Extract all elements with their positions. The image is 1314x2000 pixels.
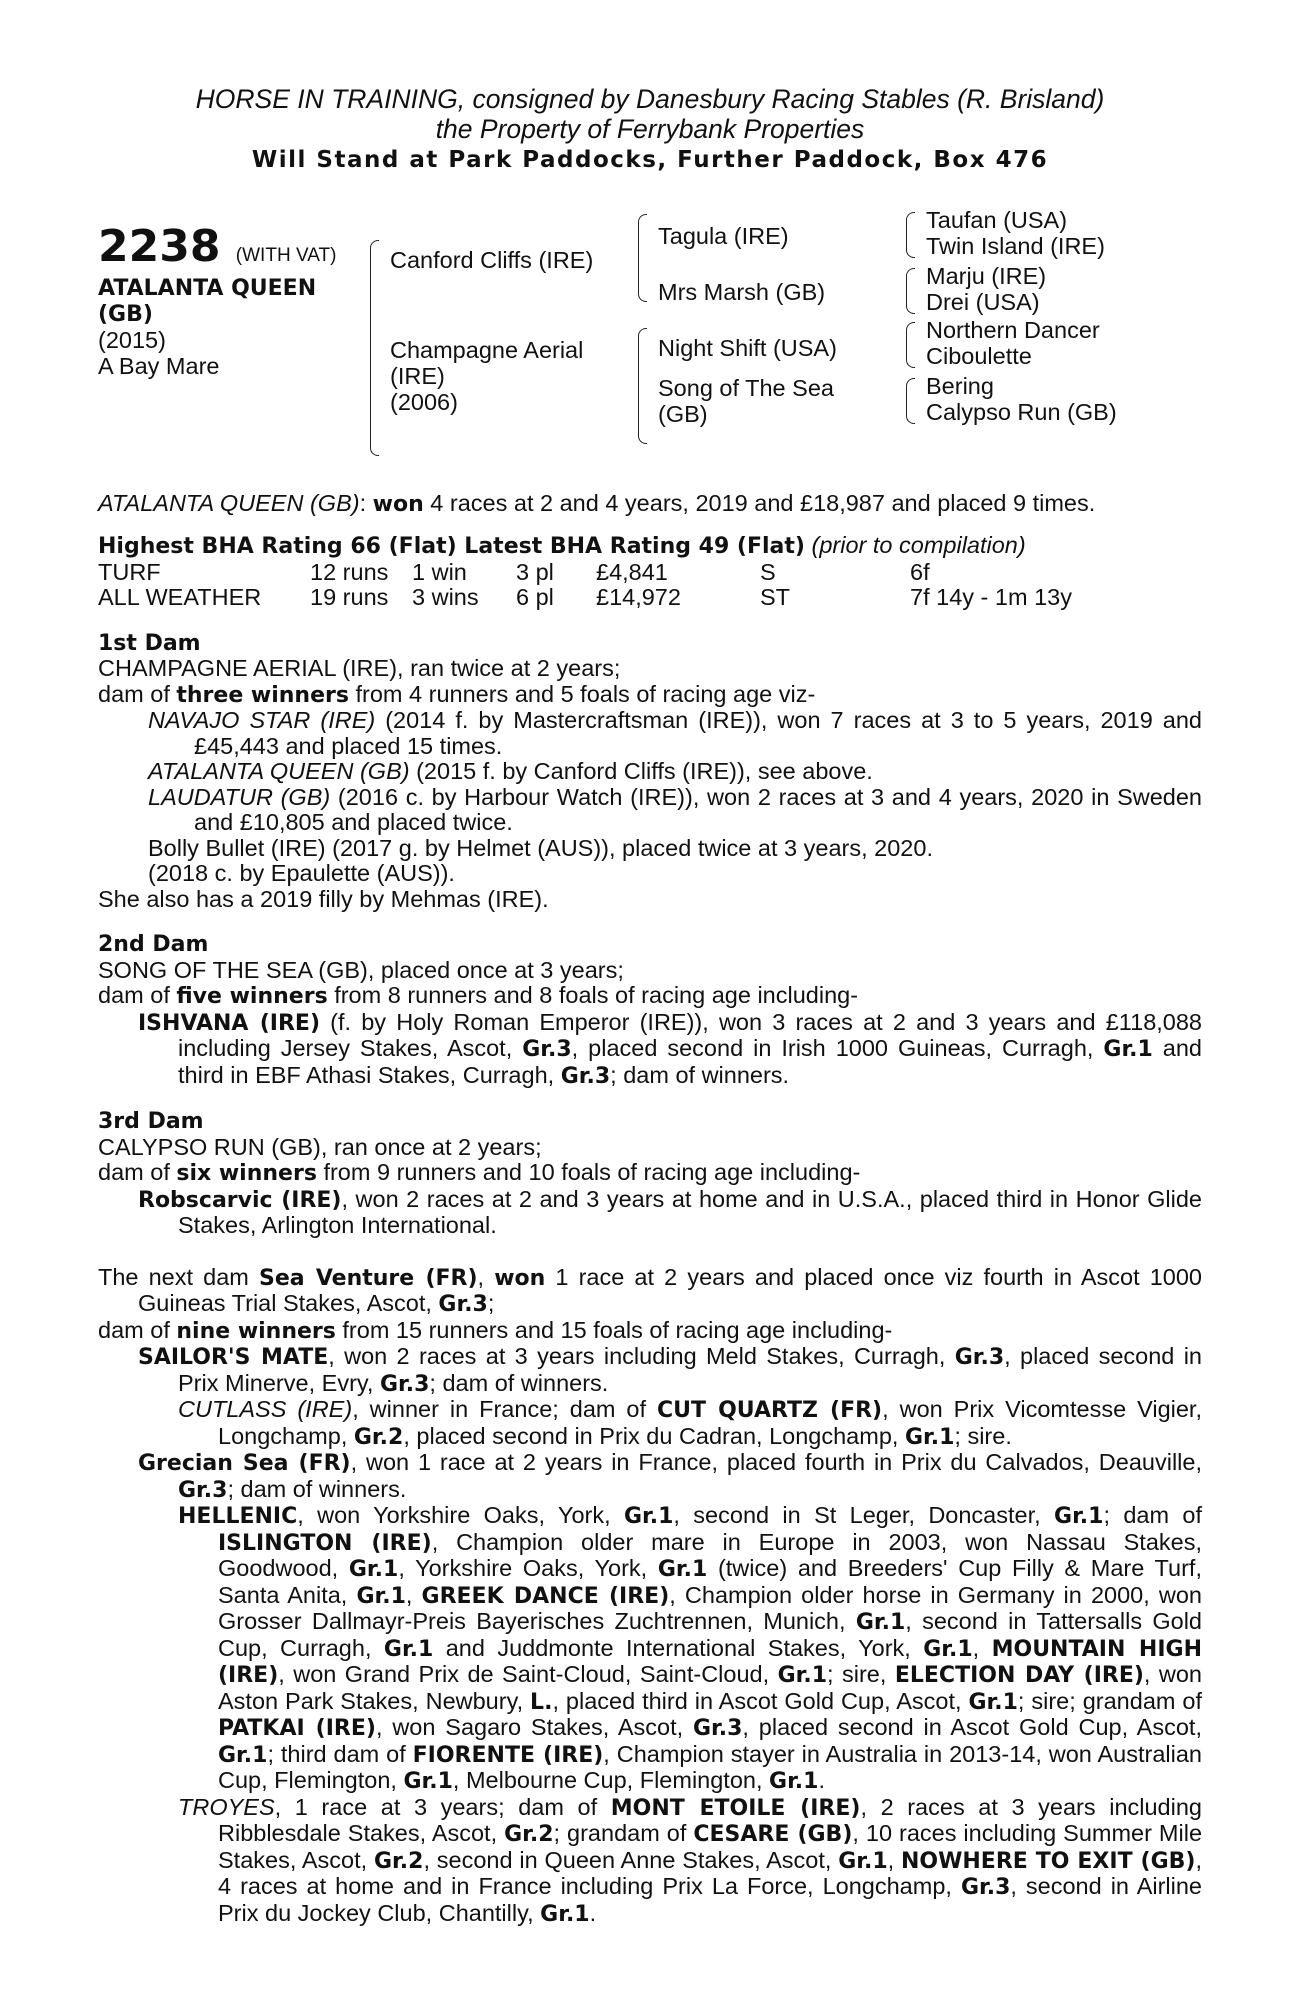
- record-row: [98, 585, 1202, 611]
- race-record-table: [98, 560, 1202, 611]
- record-cell: 6 pl: [516, 584, 554, 610]
- pedigree-brace: [370, 240, 379, 456]
- second-dam-section: [98, 932, 1202, 1089]
- produce-entry: LAUDATUR (GB) (2016 c. by Harbour Watch (IRE)), won 2 races at 3 and 4 years, 2020 in Sweden and £10,805 and placed twice.: [148, 783, 1203, 835]
- third-dam-section: [98, 1109, 1202, 1239]
- record-cell: 3 pl: [516, 558, 554, 585]
- pedigree-dam-sire: Night Shift (USA): [658, 334, 837, 361]
- produce-entry: HELLENIC, won Yorkshire Oaks, York, Gr.1, second in St Leger, Doncaster, Gr.1; dam of ISLINGTON (IRE), Champion older mare in Europe in 2003, won Nassau Stakes, Goodwood, Gr.1, Yorkshire Oaks, York, Gr.1 (twice) and Breeders' Cup Filly & Mare Turf, Santa Anita, Gr.1, GREEK DANCE (IRE), Champion older horse in Germany in 2000, won Grosser Dallmayr-Preis Bayerisches Zuchtrennen, Munich, Gr.1, second in Tattersalls Gold Cup, Curragh, Gr.1 and Juddmonte International Stakes, York, Gr.1, MOUNTAIN HIGH (IRE), won Grand Prix de Saint-Cloud, Saint-Cloud, Gr.1; sire, ELECTION DAY (IRE), won Aston Park Stakes, Newbury, L., placed third in Ascot Gold Cup, Ascot, Gr.1; sire; grandam of PATKAI (IRE), won Sagaro Stakes, Ascot, Gr.3, placed second in Ascot Gold Cup, Ascot, Gr.1; third dam of FIORENTE (IRE), Champion stayer in Australia in 2013-14, won Australian Cup, Flemington, Gr.1, Melbourne Cup, Flemington, Gr.1.: [178, 1502, 1203, 1794]
- produce-entry: CUTLASS (IRE), winner in France; dam of CUT QUARTZ (FR), won Prix Vicomtesse Vigier, Longchamp, Gr.2, placed second in Prix du Cadran, Longchamp, Gr.1; sire.: [178, 1396, 1202, 1450]
- produce-entry: SAILOR'S MATE, won 2 races at 3 years including Meld Stakes, Curragh, Gr.3, placed second in Prix Minerve, Evry, Gr.3; dam of winners.: [138, 1343, 1203, 1397]
- pedigree-dss: Northern Dancer: [926, 316, 1100, 343]
- pedigree-sire-sire: Tagula (IRE): [658, 222, 789, 249]
- pedigree-brace: [906, 268, 915, 314]
- record-cell: ALL WEATHER: [98, 584, 262, 610]
- third-dam-heading: 3rd Dam: [98, 1109, 204, 1134]
- pedigree-sire-dam: Mrs Marsh (GB): [658, 278, 826, 305]
- record-cell: S: [760, 558, 776, 585]
- pedigree-dam-country: (IRE): [390, 362, 445, 389]
- lot-number: 2238 (WITH VAT): [98, 220, 337, 272]
- pedigree-ddd: Calypso Run (GB): [926, 398, 1117, 425]
- pedigree-sire: Canford Cliffs (IRE): [390, 246, 594, 273]
- foaling-year: (2015): [98, 326, 166, 353]
- produce-entry: Robscarvic (IRE), won 2 races at 2 and 3 years at home and in U.S.A., placed third in Honor Glide Stakes, Arlington International.: [138, 1185, 1203, 1238]
- pedigree-brace: [906, 378, 915, 424]
- record-cell: TURF: [98, 558, 161, 585]
- record-cell: 3 wins: [412, 584, 479, 610]
- pedigree-brace: [906, 322, 915, 368]
- produce-entry: ISHVANA (IRE) (f. by Holy Roman Emperor (IRE)), won 3 races at 2 and 3 years and £118,088 including Jersey Stakes, Ascot, Gr.3, placed second in Irish 1000 Guineas, Curragh, Gr.1 and third in EBF Athasi Stakes, Curragh, Gr.3; dam of winners.: [138, 1008, 1203, 1089]
- record-cell: ST: [760, 584, 791, 610]
- consignor-line: HORSE IN TRAINING, consigned by Danesbury Racing Stables (R. Brisland): [195, 84, 1105, 114]
- second-dam-produce: dam of five winners from 8 runners and 8 foals of racing age including-: [98, 982, 859, 1009]
- pedigree-sds: Marju (IRE): [926, 262, 1047, 289]
- pedigree-dds: Bering: [926, 372, 994, 399]
- horse-name-country: (GB): [98, 301, 153, 327]
- pedigree-brace: [906, 212, 915, 258]
- pedigree-brace: [638, 328, 647, 444]
- third-dam-produce: dam of six winners from 9 runners and 10 foals of racing age including-: [98, 1159, 861, 1186]
- next-dam-intro: The next dam Sea Venture (FR), won 1 race at 2 years and placed once viz fourth in Ascot 1000 Guineas Trial Stakes, Ascot, Gr.3;: [98, 1263, 1203, 1317]
- pedigree-dam-dam: Song of The Sea: [658, 374, 834, 401]
- first-dam-heading: 1st Dam: [98, 630, 201, 656]
- produce-entry: (2018 c. by Epaulette (AUS)).: [148, 860, 455, 886]
- record-cell: 19 runs: [310, 584, 389, 610]
- pedigree-sss: Taufan (USA): [926, 206, 1068, 233]
- race-summary: ATALANTA QUEEN (GB): won 4 races at 2 and 4 years, 2019 and £18,987 and placed 9 times.: [98, 489, 1096, 517]
- record-cell: £14,972: [596, 584, 681, 610]
- next-dam-produce: dam of nine winners from 15 runners and 15 foals of racing age including-: [98, 1316, 893, 1344]
- ratings-line: Highest BHA Rating 66 (Flat) Latest BHA Rating 49 (Flat) (prior to compilation): [98, 532, 1026, 559]
- second-dam-intro: SONG OF THE SEA (GB), placed once at 3 years;: [98, 956, 624, 983]
- produce-entry: Grecian Sea (FR), won 1 race at 2 years in France, placed fourth in Prix du Calvados, Deauville, Gr.3; dam of winners.: [138, 1449, 1202, 1503]
- property-line: the Property of Ferrybank Properties: [435, 114, 865, 144]
- horse-description: A Bay Mare: [98, 352, 220, 379]
- record-cell: 7f 14y - 1m 13y: [910, 584, 1072, 610]
- first-dam-produce: dam of three winners from 4 runners and 5 foals of racing age viz-: [98, 680, 816, 708]
- second-dam-heading: 2nd Dam: [98, 932, 209, 957]
- pedigree-dsd: Ciboulette: [926, 342, 1032, 369]
- pedigree-dam-year: (2006): [390, 388, 458, 415]
- record-cell: £4,841: [596, 558, 668, 585]
- produce-note: She also has a 2019 filly by Mehmas (IRE).: [98, 885, 549, 912]
- produce-entry: NAVAJO STAR (IRE) (2014 f. by Mastercraftsman (IRE)), won 7 races at 3 to 5 years, 2019 and £45,443 and placed 15 times.: [148, 707, 1202, 759]
- record-cell: 1 win: [412, 558, 467, 585]
- pedigree-brace: [638, 214, 647, 302]
- produce-entry: Bolly Bullet (IRE) (2017 g. by Helmet (AUS)), placed twice at 3 years, 2020.: [148, 834, 933, 861]
- pedigree-block: [98, 208, 1202, 473]
- pedigree-dam: Champagne Aerial: [390, 336, 584, 363]
- stand-line: Will Stand at Park Paddocks, Further Paddock, Box 476: [251, 147, 1049, 173]
- record-row: [98, 560, 1202, 586]
- record-cell: 6f: [910, 558, 930, 585]
- horse-name: ATALANTA QUEEN: [98, 275, 317, 301]
- catalogue-page: [98, 84, 1202, 1927]
- first-dam-section: [98, 631, 1202, 913]
- produce-entry: TROYES, 1 race at 3 years; dam of MONT ETOILE (IRE), 2 races at 3 years including Ribblesdale Stakes, Ascot, Gr.2; grandam of CESARE (GB), 10 races including Summer Mile Stakes, Ascot, Gr.2, second in Queen Anne Stakes, Ascot, Gr.1, NOWHERE TO EXIT (GB), 4 races at home and in France including Prix La Force, Longchamp, Gr.3, second in Airline Prix du Jockey Club, Chantilly, Gr.1.: [178, 1793, 1203, 1927]
- produce-entry: ATALANTA QUEEN (GB) (2015 f. by Canford Cliffs (IRE)), see above.: [148, 758, 873, 784]
- pedigree-dam-dam-country: (GB): [658, 400, 708, 427]
- record-cell: 12 runs: [310, 558, 389, 585]
- pedigree-ssd: Twin Island (IRE): [926, 232, 1105, 259]
- next-dam-section: [98, 1265, 1202, 1928]
- pedigree-sdd: Drei (USA): [926, 288, 1040, 315]
- vat-note: (WITH VAT): [235, 244, 337, 266]
- first-dam-intro: CHAMPAGNE AERIAL (IRE), ran twice at 2 years;: [98, 655, 621, 681]
- third-dam-intro: CALYPSO RUN (GB), ran once at 2 years;: [98, 1133, 542, 1160]
